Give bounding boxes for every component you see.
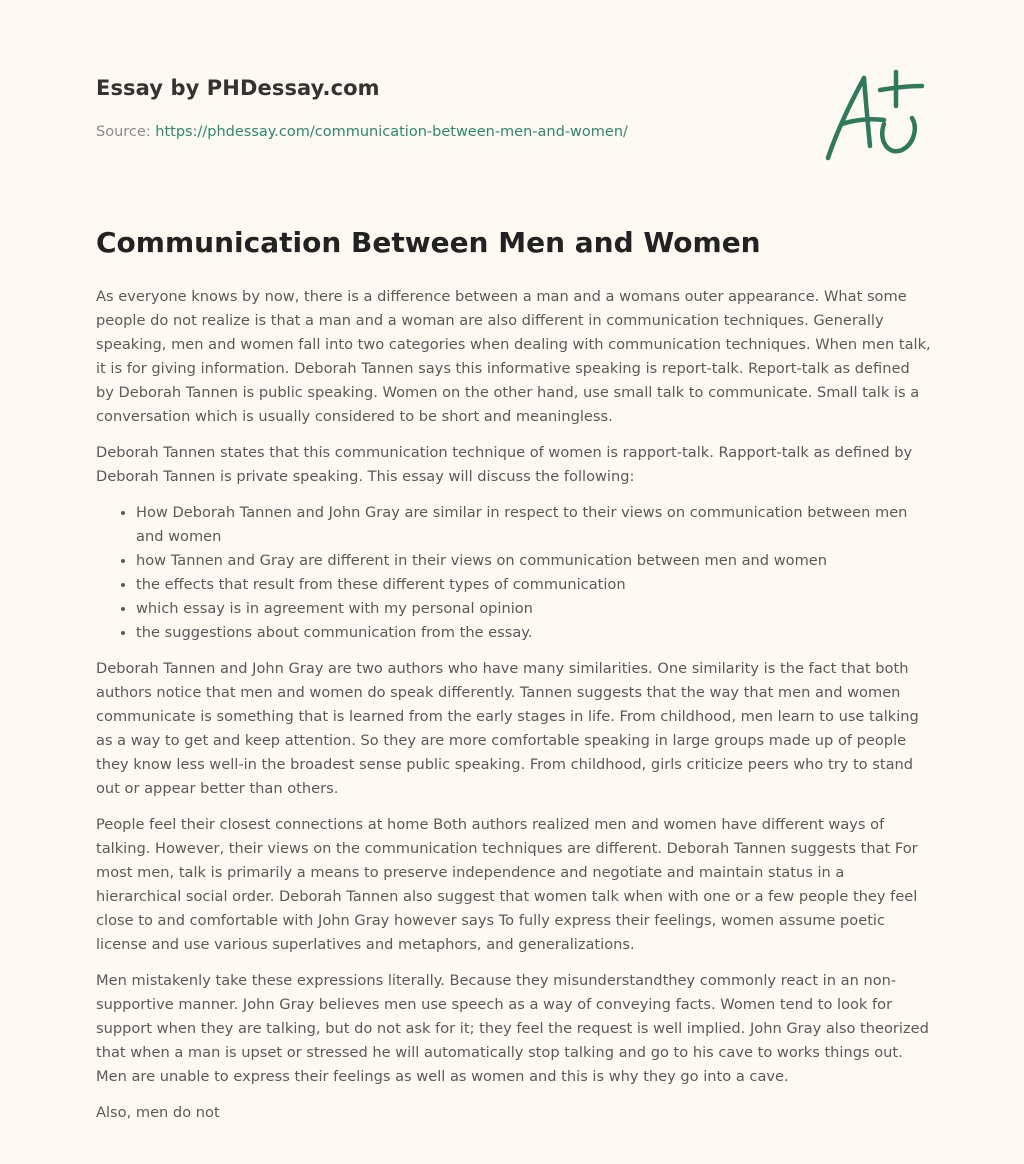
list-item: • the effects that result from these different types of communication — [136, 573, 932, 597]
list-item: • how Tannen and Gray are different in their views on communication between men and women — [136, 549, 932, 573]
source-link[interactable]: https://phdessay.com/communication-between-men-and-women/ — [155, 124, 628, 140]
topic-list — [96, 501, 932, 645]
list-item: • the suggestions about communication from the essay. — [136, 621, 932, 645]
source-label: Source: — [96, 124, 156, 140]
a-plus-grade-icon — [818, 66, 930, 166]
essay-paragraph: Deborah Tannen and John Gray are two authors who have many similarities. One similarity is the fact that both authors notice that men and women do speak differently. Tannen suggests that the way that men and women communicate is something that is learned from the early stages in life. From childhood, men learn to use talking as a way to get and keep attention. So they are more comfortable speaking in large groups made up of people they know less well-in the broadest sense public speaking. From childhood, girls criticize peers who try to stand out or appear better than others. — [96, 660, 919, 797]
essay-title: Communication Between Men and Women — [96, 226, 761, 259]
site-title: Essay by PHDessay.com — [96, 76, 380, 100]
essay-body — [96, 285, 932, 1137]
essay-paragraph: Men mistakenly take these expressions literally. Because they misunderstandthey commonly react in an non-supportive manner. John Gray believes men use speech as a way of conveying facts. Women tend to look for support when they are talking, but do not ask for it; they feel the request is well implied. John Gray also theorized that when a man is upset or stressed he will automatically stop talking and go to his cave to works things out. Men are unable to express their feelings as well as women and this is why they go into a cave. — [96, 972, 929, 1085]
essay-paragraph: As everyone knows by now, there is a difference between a man and a womans outer appearance. What some people do not realize is that a man and a woman are also different in communication techniques. Generally speaking, men and women fall into two categories when dealing with communication techniques. When men talk, it is for giving information. Deborah Tannen says this informative speaking is report-talk. Report-talk as defined by Deborah Tannen is public speaking. Women on the other hand, use small talk to communicate. Small talk is a conversation which is usually considered to be short and meaningless. — [96, 288, 931, 425]
essay-paragraph: People feel their closest connections at home Both authors realized men and women have different ways of talking. However, their views on the communication techniques are different. Deborah Tannen suggests that For most men, talk is primarily a means to preserve independence and negotiate and maintain status in a hierarchical social order. Deborah Tannen also suggest that women talk when with one or a few people they feel close to and comfortable with John Gray however says To fully express their feelings, women assume poetic license and use various superlatives and metaphors, and generalizations. — [96, 816, 918, 953]
list-item: • How Deborah Tannen and John Gray are similar in respect to their views on communication between men and women — [136, 501, 932, 549]
essay-paragraph: Deborah Tannen states that this communication technique of women is rapport-talk. Rapport-talk as defined by Deborah Tannen is private speaking. This essay will discuss the following: — [96, 444, 913, 485]
source-line — [96, 124, 628, 140]
list-item: • which essay is in agreement with my personal opinion — [136, 597, 932, 621]
essay-paragraph: Also, men do not — [96, 1104, 220, 1121]
